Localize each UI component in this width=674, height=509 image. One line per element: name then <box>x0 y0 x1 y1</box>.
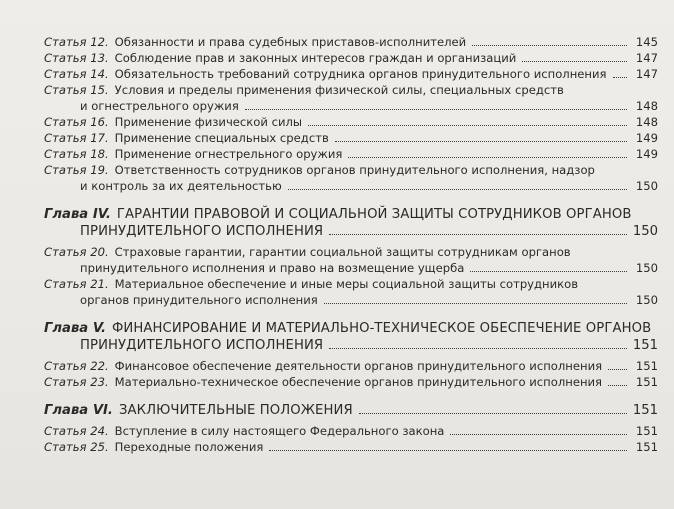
entry-title: Применение специальных средств <box>114 131 329 145</box>
label-word: Глава <box>44 207 89 222</box>
page-number: 150 <box>635 293 658 307</box>
label-number: VI. <box>92 403 113 418</box>
page-number: 151 <box>635 424 658 438</box>
entry-title: Соблюдение прав и законных интересов граждан и организаций <box>114 51 517 65</box>
dot-leader <box>359 413 627 414</box>
dot-leader <box>335 141 627 142</box>
table-of-contents <box>44 34 658 455</box>
label-word: Статья <box>44 375 87 389</box>
entry-title: и огнестрельного оружия <box>80 99 239 113</box>
page-number: 145 <box>635 35 658 49</box>
entry-title: Переходные положения <box>114 440 264 454</box>
label-word: Статья <box>44 131 87 145</box>
toc-line <box>44 244 658 260</box>
toc-line <box>44 178 658 194</box>
dot-leader <box>348 157 627 158</box>
dot-leader <box>608 369 627 370</box>
entry-title: Материально-техническое обеспечение органов принудительного исполнения <box>114 375 603 389</box>
dot-leader <box>324 303 627 304</box>
label-word: Глава <box>44 321 89 336</box>
toc-article <box>44 358 658 374</box>
chapter-label <box>44 402 113 419</box>
page-number: 148 <box>635 99 658 113</box>
label-word: Статья <box>44 163 87 177</box>
page-number: 149 <box>635 131 658 145</box>
page-number: 151 <box>635 440 658 454</box>
page-number: 147 <box>635 51 658 65</box>
entry-title: Ответственность сотрудников органов принудительного исполнения, надзор <box>114 163 595 177</box>
article-label <box>44 162 109 178</box>
toc-article <box>44 130 658 146</box>
toc-article <box>44 423 658 439</box>
dot-leader <box>329 234 627 235</box>
entry-title: Условия и пределы применения физической силы, специальных средств <box>114 83 564 97</box>
toc-line <box>44 374 658 390</box>
toc-line <box>44 292 658 308</box>
toc-article <box>44 34 658 50</box>
dot-leader <box>269 450 627 451</box>
entry-title: ЗАКЛЮЧИТЕЛЬНЫЕ ПОЛОЖЕНИЯ <box>118 403 353 418</box>
page-number: 150 <box>632 224 658 239</box>
dot-leader <box>608 385 627 386</box>
article-label <box>44 82 109 98</box>
article-label <box>44 423 109 439</box>
article-label <box>44 114 109 130</box>
chapter-label <box>44 320 106 337</box>
label-number: 13. <box>90 51 109 65</box>
dot-leader <box>450 434 627 435</box>
label-word: Статья <box>44 115 87 129</box>
toc-line <box>44 402 658 419</box>
label-word: Статья <box>44 67 87 81</box>
toc-line <box>44 358 658 374</box>
article-label <box>44 358 109 374</box>
label-number: 14. <box>90 67 109 81</box>
label-number: 19. <box>90 163 109 177</box>
label-number: 24. <box>90 424 109 438</box>
toc-chapter <box>44 206 658 240</box>
page-number: 151 <box>635 375 658 389</box>
label-word: Статья <box>44 83 87 97</box>
toc-line <box>44 260 658 276</box>
entry-title: и контроль за их деятельностью <box>80 179 282 193</box>
label-number: 22. <box>90 359 109 373</box>
entry-title: Обязанности и права судебных приставов-исполнителей <box>114 35 467 49</box>
label-word: Статья <box>44 35 87 49</box>
chapter-label <box>44 206 111 223</box>
toc-line <box>44 162 658 178</box>
article-label <box>44 146 109 162</box>
toc-line <box>44 98 658 114</box>
toc-article <box>44 244 658 276</box>
label-word: Статья <box>44 245 87 259</box>
dot-leader <box>245 109 627 110</box>
entry-title: Применение физической силы <box>114 115 303 129</box>
article-label <box>44 130 109 146</box>
article-label <box>44 34 109 50</box>
entry-title: Страховые гарантии, гарантии социальной защиты сотрудникам органов <box>114 245 571 259</box>
entry-title: ПРИНУДИТЕЛЬНОГО ИСПОЛНЕНИЯ <box>80 338 324 353</box>
entry-title: Финансовое обеспечение деятельности органов принудительного исполнения <box>114 359 603 373</box>
page-number: 151 <box>632 403 658 418</box>
dot-leader <box>472 45 627 46</box>
toc-article <box>44 50 658 66</box>
toc-article <box>44 162 658 194</box>
entry-title: Вступление в силу настоящего Федерального закона <box>114 424 445 438</box>
toc-line <box>44 320 658 337</box>
entry-title: Материальное обеспечение и иные меры социальной защиты сотрудников <box>114 277 579 291</box>
dot-leader <box>470 271 627 272</box>
label-number: 21. <box>90 277 109 291</box>
toc-line <box>44 114 658 130</box>
dot-leader <box>329 348 627 349</box>
label-number: 12. <box>90 35 109 49</box>
toc-line <box>44 423 658 439</box>
article-label <box>44 374 109 390</box>
toc-line <box>44 34 658 50</box>
entry-title: Обязательность требований сотрудника органов принудительного исполнения <box>114 67 607 81</box>
label-number: 18. <box>90 147 109 161</box>
label-number: V. <box>92 321 106 336</box>
label-number: IV. <box>92 207 111 222</box>
page-number: 150 <box>635 261 658 275</box>
dot-leader <box>308 125 627 126</box>
article-label <box>44 50 109 66</box>
toc-chapter <box>44 402 658 419</box>
toc-line <box>44 223 658 240</box>
dot-leader <box>288 189 627 190</box>
toc-line <box>44 206 658 223</box>
article-label <box>44 276 109 292</box>
label-word: Статья <box>44 51 87 65</box>
label-word: Статья <box>44 277 87 291</box>
label-word: Статья <box>44 424 87 438</box>
dot-leader <box>522 61 627 62</box>
toc-article <box>44 276 658 308</box>
label-word: Статья <box>44 359 87 373</box>
label-number: 23. <box>90 375 109 389</box>
toc-line <box>44 439 658 455</box>
toc-article <box>44 374 658 390</box>
entry-title: Применение огнестрельного оружия <box>114 147 343 161</box>
toc-article <box>44 66 658 82</box>
toc-line <box>44 337 658 354</box>
toc-article <box>44 146 658 162</box>
label-number: 25. <box>90 440 109 454</box>
toc-line <box>44 130 658 146</box>
toc-line <box>44 146 658 162</box>
label-number: 15. <box>90 83 109 97</box>
page-number: 151 <box>635 359 658 373</box>
toc-article <box>44 82 658 114</box>
page-number: 151 <box>632 338 658 353</box>
page-number: 148 <box>635 115 658 129</box>
label-word: Статья <box>44 147 87 161</box>
toc-line <box>44 276 658 292</box>
article-label <box>44 244 109 260</box>
entry-title: ФИНАНСИРОВАНИЕ И МАТЕРИАЛЬНО-ТЕХНИЧЕСКОЕ ОБЕСПЕЧЕНИЕ ОРГАНОВ <box>111 321 652 336</box>
entry-title: принудительного исполнения и право на возмещение ущерба <box>80 261 465 275</box>
label-number: 17. <box>90 131 109 145</box>
toc-article <box>44 439 658 455</box>
article-label <box>44 66 109 82</box>
label-number: 16. <box>90 115 109 129</box>
page-number: 150 <box>635 179 658 193</box>
entry-title: ПРИНУДИТЕЛЬНОГО ИСПОЛНЕНИЯ <box>80 224 324 239</box>
page-number: 147 <box>635 67 658 81</box>
toc-line <box>44 66 658 82</box>
toc-chapter <box>44 320 658 354</box>
label-word: Глава <box>44 403 89 418</box>
toc-line <box>44 82 658 98</box>
dot-leader <box>613 77 627 78</box>
label-word: Статья <box>44 440 87 454</box>
label-number: 20. <box>90 245 109 259</box>
toc-line <box>44 50 658 66</box>
page-number: 149 <box>635 147 658 161</box>
entry-title: ГАРАНТИИ ПРАВОВОЙ И СОЦИАЛЬНОЙ ЗАЩИТЫ СОТРУДНИКОВ ОРГАНОВ <box>116 207 632 222</box>
entry-title: органов принудительного исполнения <box>80 293 318 307</box>
toc-article <box>44 114 658 130</box>
article-label <box>44 439 109 455</box>
